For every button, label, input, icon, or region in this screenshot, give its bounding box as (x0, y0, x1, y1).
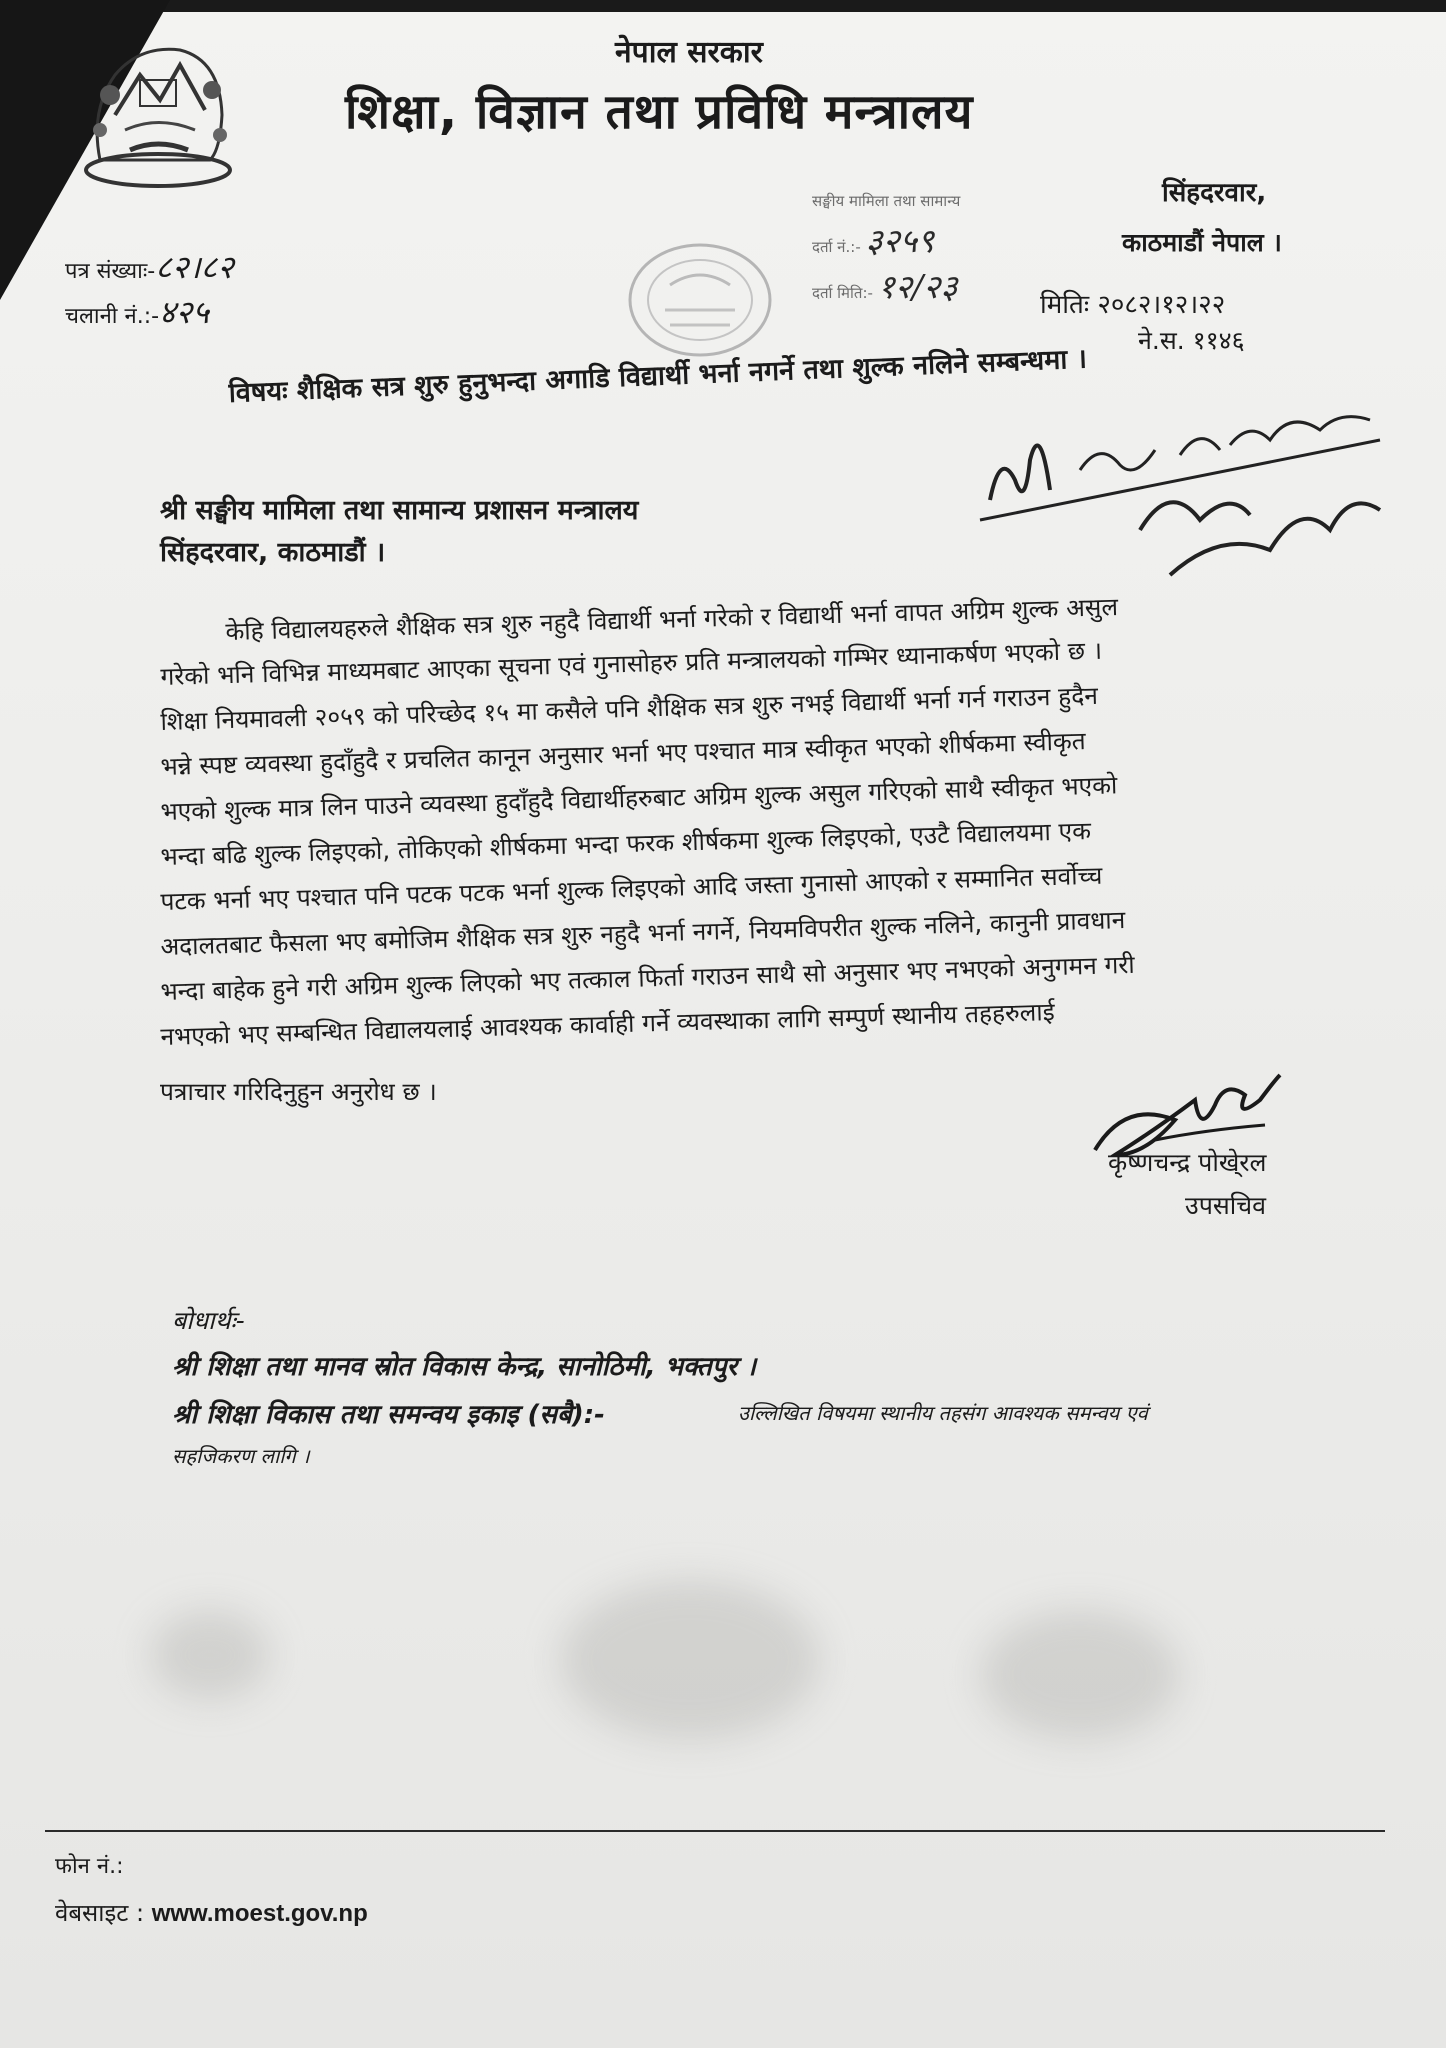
letter-subject: विषयः शैक्षिक सत्र शुरु हुनुभन्दा अगाडि विद्यार्थी भर्ना नगर्ने तथा शुल्क नलिने सम्बन्धमा । (228, 343, 1088, 409)
cc-label: बोधार्थः- (172, 1306, 245, 1335)
address-line-2: काठमाडौं नेपाल । (1122, 228, 1282, 257)
scan-edge-top (0, 0, 1446, 12)
body-line: पटक भर्ना भए पश्चात पनि पटक पटक भर्ना शुल्क लिइएको आदि जस्ता गुनासो आएको र सम्मानित सर्वोच्च (160, 860, 1103, 916)
body-line: भन्ने स्पष्ट व्यवस्था हुदाँहुदै र प्रचलित कानून अनुसार भर्ना भए पश्चात मात्र स्वीकृत भएको शीर्षकमा स्वीकृत (160, 726, 1087, 781)
ministry-name: शिक्षा, विज्ञान तथा प्रविधि मन्त्रालय (345, 84, 974, 140)
letter-number-label: पत्र संख्याः- (65, 259, 156, 284)
body-line: केहि विद्यालयहरुले शैक्षिक सत्र शुरु नहुदै विद्यार्थी भर्ना गरेको र विद्यार्थी भर्ना वापत अग्रिम शुल्क असुल (225, 592, 1119, 646)
stamp-reg-no-label: दर्ता नं.:- (812, 238, 861, 256)
stamp-reg-date (812, 267, 960, 313)
stamp-reg-date-label: दर्ता मिति:- (812, 284, 873, 302)
letter-date: मितिः २०८२।१२।२२ (1040, 290, 1226, 320)
nepal-emblem-icon (70, 20, 245, 195)
scan-smudge (150, 1610, 270, 1700)
letter-number-value: ८२।८२ (155, 248, 234, 286)
body-line: भन्दा बाहेक हुने गरी अग्रिम शुल्क लिएको भए तत्काल फिर्ता गराउन साथै सो अनुसार भए नभएको अनुगमन गरी (160, 949, 1136, 1006)
dispatch-number-label: चलानी नं.:- (65, 304, 160, 329)
footer-divider (45, 1830, 1385, 1832)
footer-phone: फोन नं.: (55, 1854, 124, 1879)
dispatch-number-value: ४२५ (159, 293, 209, 331)
stamp-office-label: सङ्घीय मामिला तथा सामान्य (812, 192, 961, 210)
dispatch-number (65, 290, 209, 333)
nepal-sambat-date: ने.स. ११४६ (1138, 326, 1245, 355)
website-url[interactable]: www.moest.gov.np (151, 1900, 368, 1927)
letter-number (65, 245, 234, 288)
body-line: नभएको भए सम्बन्धित विद्यालयलाई आवश्यक कार्वाही गर्ने व्यवस्थाका लागि सम्पुर्ण स्थानीय तहहरुलाई (160, 997, 1056, 1051)
cc-recipient-2-note: उल्लिखित विषयमा स्थानीय तहसंग आवश्यक समन्वय एवं (738, 1401, 1148, 1425)
body-line: अदालतबाट फैसला भए बमोजिम शैक्षिक सत्र शुरु नहुदै भर्ना नगर्ने, नियमविपरीत शुल्क नलिने, कानुनी प्रावधान (160, 905, 1126, 961)
recipient-line-2: सिंहदरवार, काठमाडौं । (160, 537, 386, 568)
cc-recipient-1: श्री शिक्षा तथा मानव स्रोत विकास केन्द्र, सानोठिमी, भक्तपुर । (172, 1352, 757, 1382)
stamp-reg-date-value: १२/२३ (877, 267, 958, 306)
handwritten-annotation (970, 380, 1390, 590)
scan-smudge (560, 1580, 820, 1740)
office-seal-stamp (620, 240, 780, 360)
body-line: गरेको भनि विभिन्न माध्यमबाट आएका सूचना एवं गुनासोहरु प्रति मन्त्रालयको गम्भिर ध्यानाकर्षण भएको छ । (160, 635, 1103, 691)
body-line: भएको शुल्क मात्र लिन पाउने व्यवस्था हुदाँहुदै विद्यार्थीहरुबाट अग्रिम शुल्क असुल गरिएको साथै स्वीकृत भएको (160, 770, 1118, 826)
stamp-reg-no (812, 221, 960, 267)
registration-stamp (812, 182, 960, 313)
body-line: शिक्षा नियमावली २०५९ को परिच्छेद १५ मा कसैले पनि शैक्षिक सत्र शुरु नभई विद्यार्थी भर्ना गर्न गराउन हुदैन (160, 680, 1099, 736)
footer-website (55, 1896, 368, 1929)
recipient-line-1: श्री सङ्घीय मामिला तथा सामान्य प्रशासन मन्त्रालय (160, 495, 639, 526)
government-name: नेपाल सरकार (615, 35, 763, 70)
signatory-name: कृष्णचन्द्र पोखे्रल (1108, 1148, 1267, 1177)
body-line: पत्राचार गरिदिनुहुन अनुरोध छ । (160, 1077, 437, 1106)
stamp-reg-no-value: ३२५९ (865, 221, 935, 260)
scan-smudge (980, 1610, 1180, 1740)
signatory-title: उपसचिव (1185, 1191, 1267, 1220)
address-line-1: सिंहदरवार, (1162, 178, 1267, 208)
website-label: वेबसाइट : (55, 1899, 152, 1927)
cc-recipient-2-note-cont: सहजिकरण लागि । (172, 1444, 310, 1468)
cc-recipient-2: श्री शिक्षा विकास तथा समन्वय इकाइ (सबै):- (172, 1400, 605, 1430)
body-line: भन्दा बढि शुल्क लिइएको, तोकिएको शीर्षकमा भन्दा फरक शीर्षकमा शुल्क लिइएको, एउटै विद्यालयमा एक (160, 816, 1092, 871)
